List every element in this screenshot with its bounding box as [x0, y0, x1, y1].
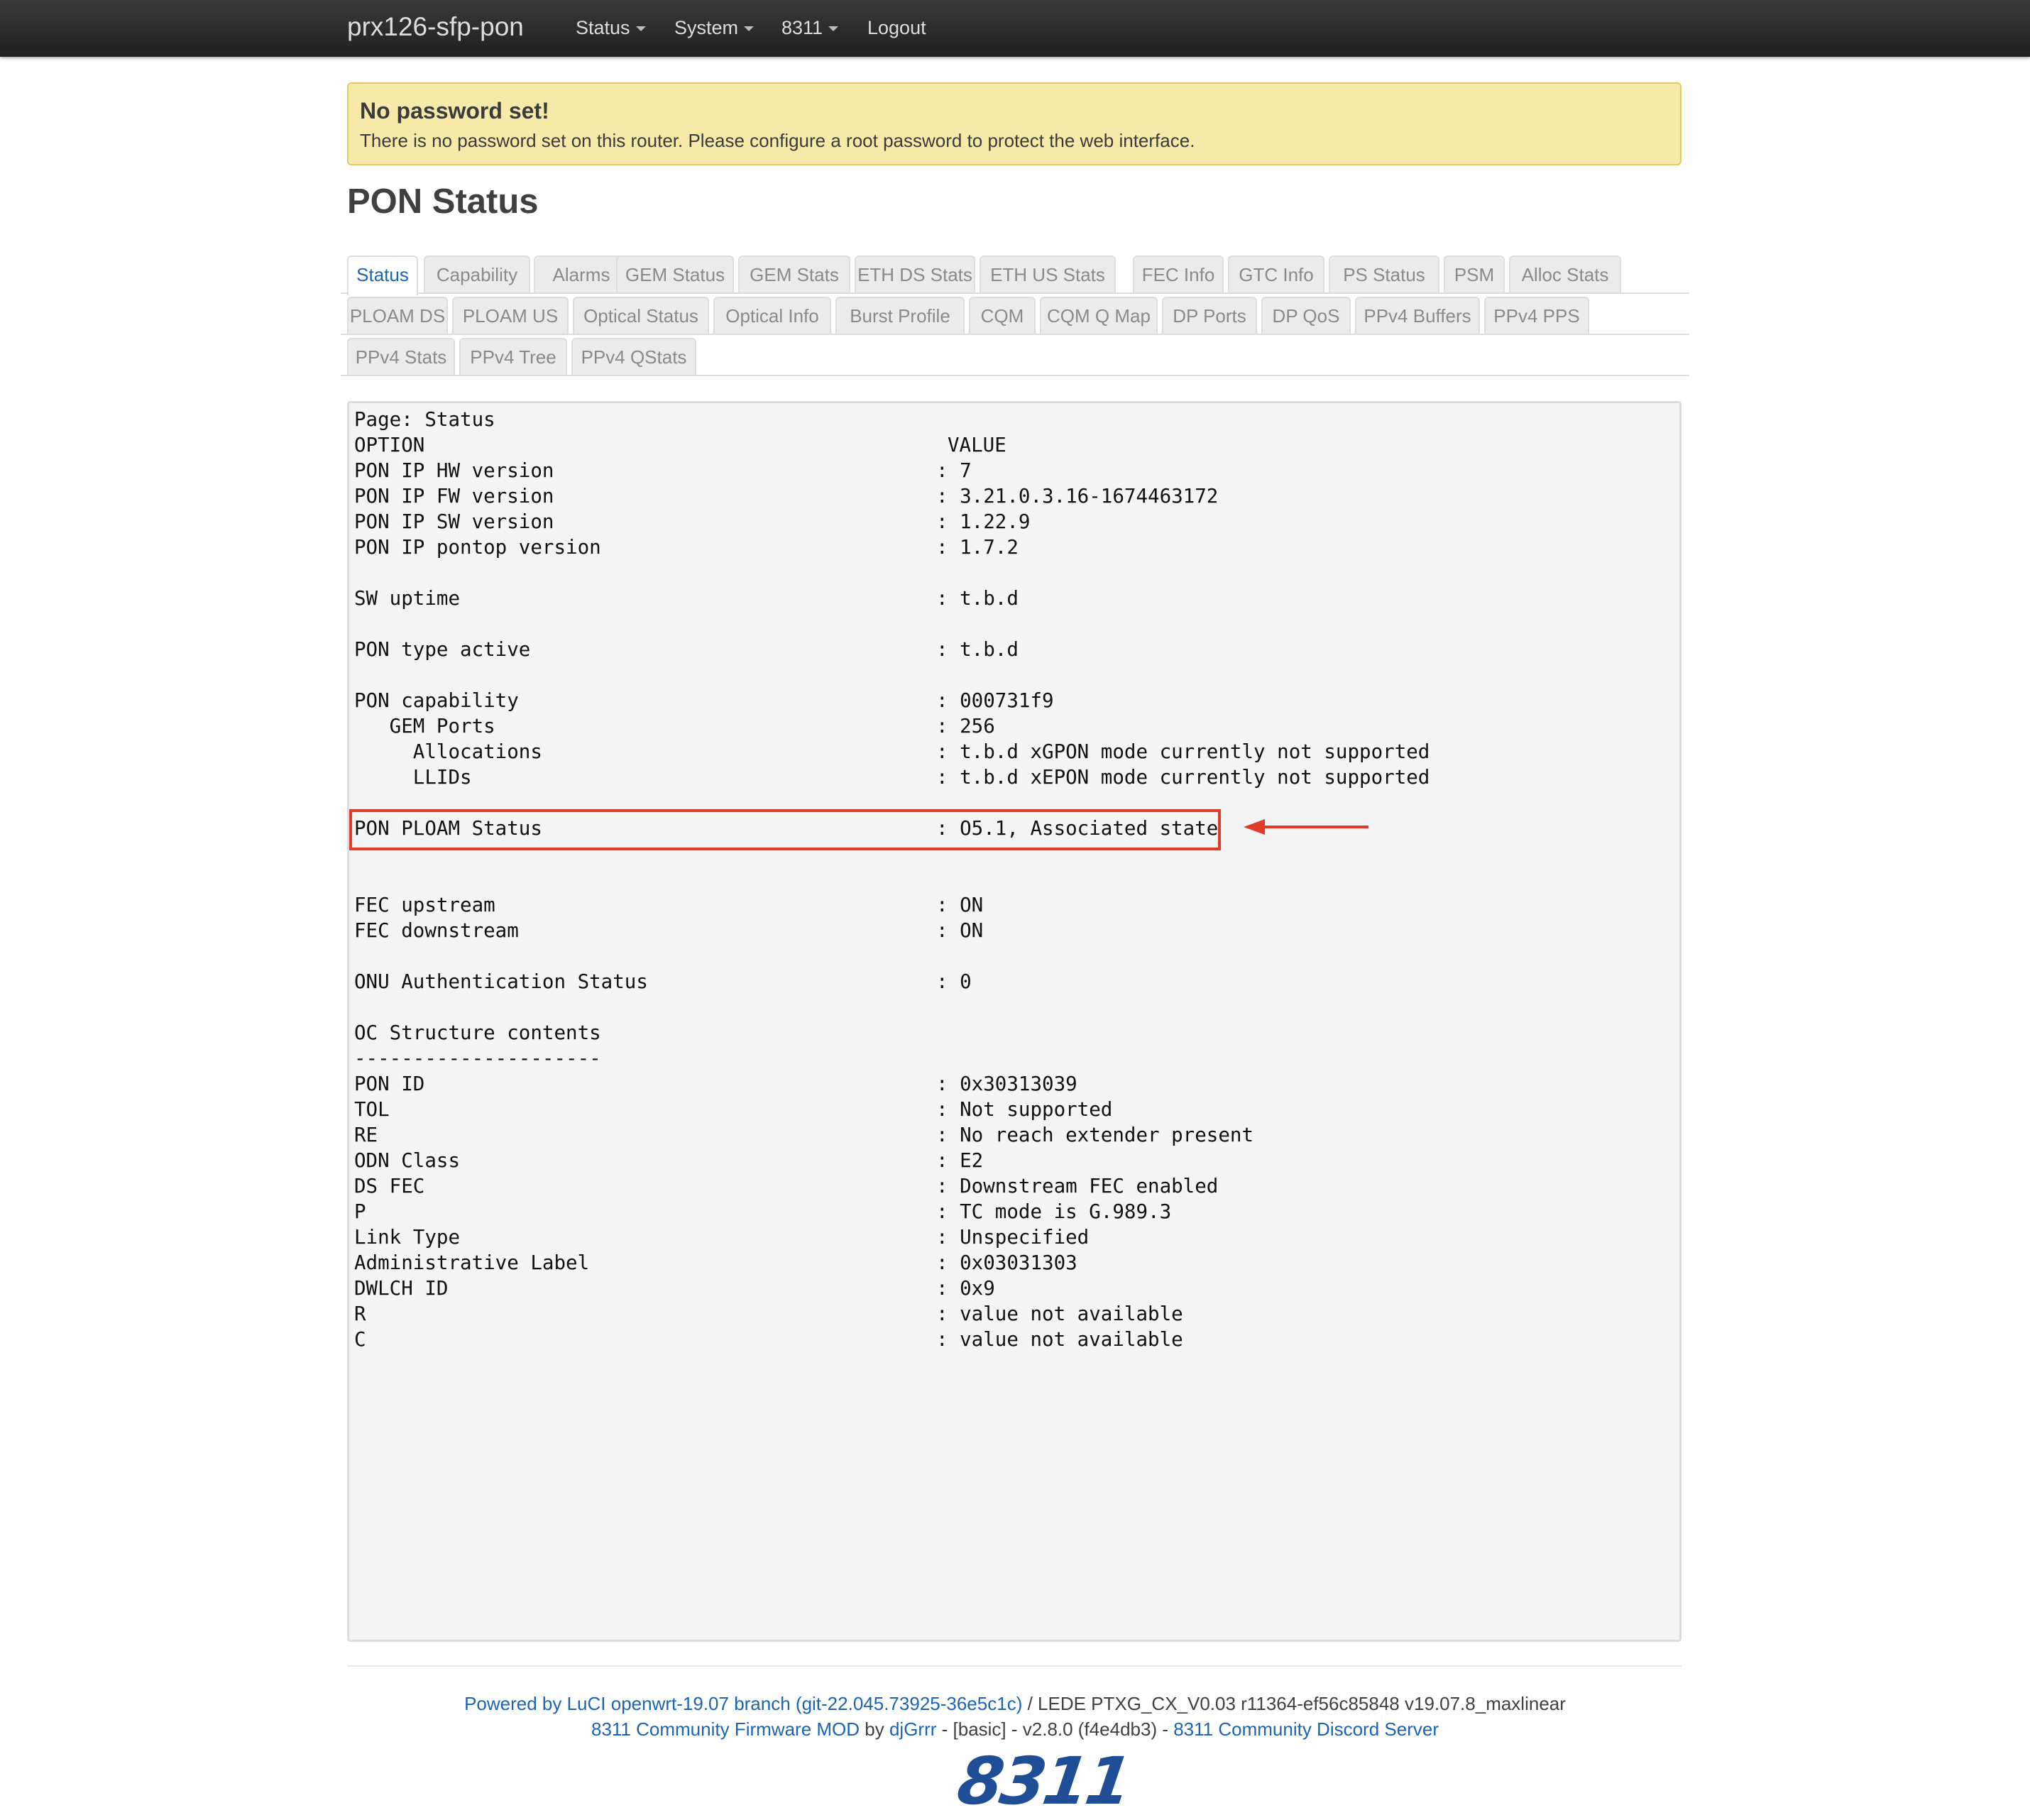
output-value: : 1.7.2: [936, 536, 1019, 559]
output-row: [354, 637, 1674, 662]
tab-cqm-q-map[interactable]: CQM Q Map: [1040, 297, 1158, 334]
output-value: : 0x9: [936, 1277, 995, 1300]
output-option: Allocations: [354, 740, 542, 763]
tab-status[interactable]: Status: [347, 256, 418, 295]
tab-dp-ports[interactable]: DP Ports: [1162, 297, 1257, 334]
annotation-arrow-icon: [1242, 816, 1370, 840]
footer-divider: [347, 1665, 1681, 1667]
output-option: DS FEC: [354, 1175, 425, 1197]
output-option: C: [354, 1328, 366, 1351]
output-option: Link Type: [354, 1226, 461, 1249]
tab-optical-status[interactable]: Optical Status: [573, 297, 709, 334]
tab-ppv4-buffers[interactable]: PPv4 Buffers: [1355, 297, 1480, 334]
output-option: OC Structure contents: [354, 1021, 601, 1044]
nav-menu-status[interactable]: [576, 14, 646, 41]
output-row: [354, 918, 1674, 943]
output-value: : value not available: [936, 1328, 1183, 1351]
footer-separator: /: [1022, 1693, 1038, 1714]
page-title: PON Status: [347, 182, 539, 221]
output-row: [354, 1148, 1674, 1173]
tab-gem-stats[interactable]: GEM Stats: [738, 256, 850, 292]
alert-title: No password set!: [360, 98, 549, 124]
output-value: : E2: [936, 1149, 984, 1172]
output-row: [354, 1327, 1674, 1352]
tab-row-2: [341, 294, 1689, 335]
tab-capability[interactable]: Capability: [424, 256, 530, 292]
output-value: : Downstream FEC enabled: [936, 1175, 1219, 1197]
discord-server-link[interactable]: 8311 Community Discord Server: [1173, 1718, 1439, 1740]
output-option: FEC downstream: [354, 919, 519, 942]
footer-version-text: - [basic] - v2.8.0 (f4e4db3) -: [936, 1718, 1174, 1740]
tab-burst-profile[interactable]: Burst Profile: [835, 297, 965, 334]
output-value: : 1.22.9: [936, 510, 1031, 533]
output-row: [354, 535, 1674, 560]
output-header-value: VALUE: [948, 434, 1006, 456]
output-row: [354, 586, 1674, 611]
nav-menu-system[interactable]: [674, 14, 754, 41]
output-row: [354, 994, 1674, 1020]
output-value: : t.b.d: [936, 638, 1019, 661]
output-option: ---------------------: [354, 1047, 601, 1070]
chevron-down-icon: [828, 26, 838, 31]
output-row: [354, 1301, 1674, 1327]
nav-menu-8311[interactable]: [781, 14, 838, 41]
output-value: : 3.21.0.3.16-1674463172: [936, 485, 1219, 508]
tab-ps-status[interactable]: PS Status: [1329, 256, 1439, 292]
tab-gtc-info[interactable]: GTC Info: [1228, 256, 1324, 292]
output-value: : Unspecified: [936, 1226, 1090, 1249]
tab-ppv4-pps[interactable]: PPv4 PPS: [1484, 297, 1589, 334]
tab-ppv4-tree[interactable]: PPv4 Tree: [459, 338, 567, 375]
output-option: SW uptime: [354, 587, 461, 610]
chevron-down-icon: [744, 26, 754, 31]
output-row: [354, 764, 1674, 790]
tab-ploam-ds[interactable]: PLOAM DS: [347, 297, 448, 334]
output-row: [354, 458, 1674, 483]
output-row: [354, 1173, 1674, 1199]
chevron-down-icon: [636, 26, 646, 31]
output-row: [354, 662, 1674, 688]
output-option: R: [354, 1303, 366, 1325]
output-option: RE: [354, 1124, 378, 1146]
tab-row-3: [341, 335, 1689, 376]
output-value: : t.b.d: [936, 587, 1019, 610]
output-value: : Not supported: [936, 1098, 1113, 1121]
tab-ppv4-stats[interactable]: PPv4 Stats: [347, 338, 455, 375]
tab-dp-qos[interactable]: DP QoS: [1261, 297, 1351, 334]
8311-logo: 8311: [953, 1743, 1134, 1819]
output-option: PON ID: [354, 1073, 425, 1095]
top-navbar: [0, 0, 2030, 57]
tab-fec-info[interactable]: FEC Info: [1133, 256, 1224, 292]
no-password-alert: [347, 82, 1681, 165]
output-row: [354, 688, 1674, 713]
nav-logout[interactable]: Logout: [867, 17, 926, 38]
output-option: TOL: [354, 1098, 390, 1121]
output-value: : 000731f9: [936, 689, 1054, 712]
output-option: ODN Class: [354, 1149, 461, 1172]
output-option: PON capability: [354, 689, 519, 712]
output-page-label: Page: Status: [354, 408, 495, 431]
tab-alarms[interactable]: Alarms: [534, 256, 629, 292]
footer-line-2: [0, 1716, 2030, 1742]
output-row: [354, 969, 1674, 994]
output-value: : 0x30313039: [936, 1073, 1077, 1095]
footer-by-text: by: [860, 1718, 889, 1740]
tab-eth-ds-stats[interactable]: ETH DS Stats: [855, 256, 975, 292]
output-option: GEM Ports: [354, 715, 495, 738]
output-row: [354, 483, 1674, 509]
luci-powered-by-link[interactable]: Powered by LuCI openwrt-19.07 branch (git-22.045.73925-36e5c1c): [464, 1693, 1023, 1714]
output-option: PON IP FW version: [354, 485, 554, 508]
output-option: DWLCH ID: [354, 1277, 449, 1300]
output-row: [354, 560, 1674, 586]
output-row: [354, 1071, 1674, 1097]
output-row: [354, 713, 1674, 739]
output-option: P: [354, 1200, 366, 1223]
output-row: [354, 1097, 1674, 1122]
tab-cqm[interactable]: CQM: [969, 297, 1036, 334]
output-value: : 256: [936, 715, 995, 738]
status-output-text: [354, 407, 1674, 1352]
nav-menu-8311-label: 8311: [781, 17, 823, 38]
output-header-option: OPTION: [354, 434, 425, 456]
output-value: : 7: [936, 459, 972, 482]
alert-text: There is no password set on this router. Please configure a root password to protect the web interface.: [360, 130, 1195, 151]
output-option: PON IP HW version: [354, 459, 554, 482]
footer-line-1: [0, 1691, 2030, 1716]
output-row: [354, 1224, 1674, 1250]
output-value: : ON: [936, 919, 984, 942]
community-firmware-link[interactable]: 8311 Community Firmware MOD: [591, 1718, 860, 1740]
tab-eth-us-stats[interactable]: ETH US Stats: [980, 256, 1116, 292]
output-option: PON IP SW version: [354, 510, 554, 533]
output-value: : O5.1, Associated state: [936, 817, 1219, 840]
output-option: FEC upstream: [354, 894, 495, 916]
output-option: PON IP pontop version: [354, 536, 601, 559]
output-option: LLIDs: [354, 766, 472, 789]
output-row: [354, 867, 1674, 892]
tab-row-1: [341, 253, 1689, 294]
tab-psm[interactable]: PSM: [1444, 256, 1505, 292]
output-value: : t.b.d xGPON mode currently not supported: [936, 740, 1430, 763]
output-value: : 0: [936, 970, 972, 993]
tab-ppv4-qstats[interactable]: PPv4 QStats: [571, 338, 696, 375]
author-link[interactable]: djGrrr: [889, 1718, 937, 1740]
output-value: : 0x03031303: [936, 1251, 1077, 1274]
tab-alloc-stats[interactable]: Alloc Stats: [1509, 256, 1621, 292]
output-option: ONU Authentication Status: [354, 970, 648, 993]
output-row: [354, 1250, 1674, 1276]
tab-ploam-us[interactable]: PLOAM US: [452, 297, 569, 334]
output-header: [354, 432, 1674, 458]
tab-gem-status[interactable]: GEM Status: [616, 256, 734, 292]
output-value: : No reach extender present: [936, 1124, 1254, 1146]
output-value: : value not available: [936, 1303, 1183, 1325]
output-row: [354, 892, 1674, 918]
output-row: [354, 1276, 1674, 1301]
output-value: : t.b.d xEPON mode currently not supported: [936, 766, 1430, 789]
output-value: : TC mode is G.989.3: [936, 1200, 1172, 1223]
output-row: [354, 1122, 1674, 1148]
output-option: PON PLOAM Status: [354, 817, 542, 840]
output-row: [354, 1020, 1674, 1046]
output-row: [354, 943, 1674, 969]
ploam-status-highlight-box: [349, 809, 1221, 850]
output-row: [354, 611, 1674, 637]
output-row: [354, 509, 1674, 535]
tab-optical-info[interactable]: Optical Info: [713, 297, 831, 334]
output-row: [354, 1046, 1674, 1071]
footer-build-info: LEDE PTXG_CX_V0.03 r11364-ef56c85848 v19.07.8_maxlinear: [1038, 1693, 1566, 1714]
brand-hostname[interactable]: prx126-sfp-pon: [347, 12, 524, 41]
output-option: Administrative Label: [354, 1251, 590, 1274]
nav-menu-system-label: System: [674, 17, 739, 38]
output-page-line: [354, 407, 1674, 432]
nav-menu-status-label: Status: [576, 17, 630, 38]
output-row: [354, 739, 1674, 764]
output-row: [354, 1199, 1674, 1224]
output-value: : ON: [936, 894, 984, 916]
output-option: PON type active: [354, 638, 531, 661]
